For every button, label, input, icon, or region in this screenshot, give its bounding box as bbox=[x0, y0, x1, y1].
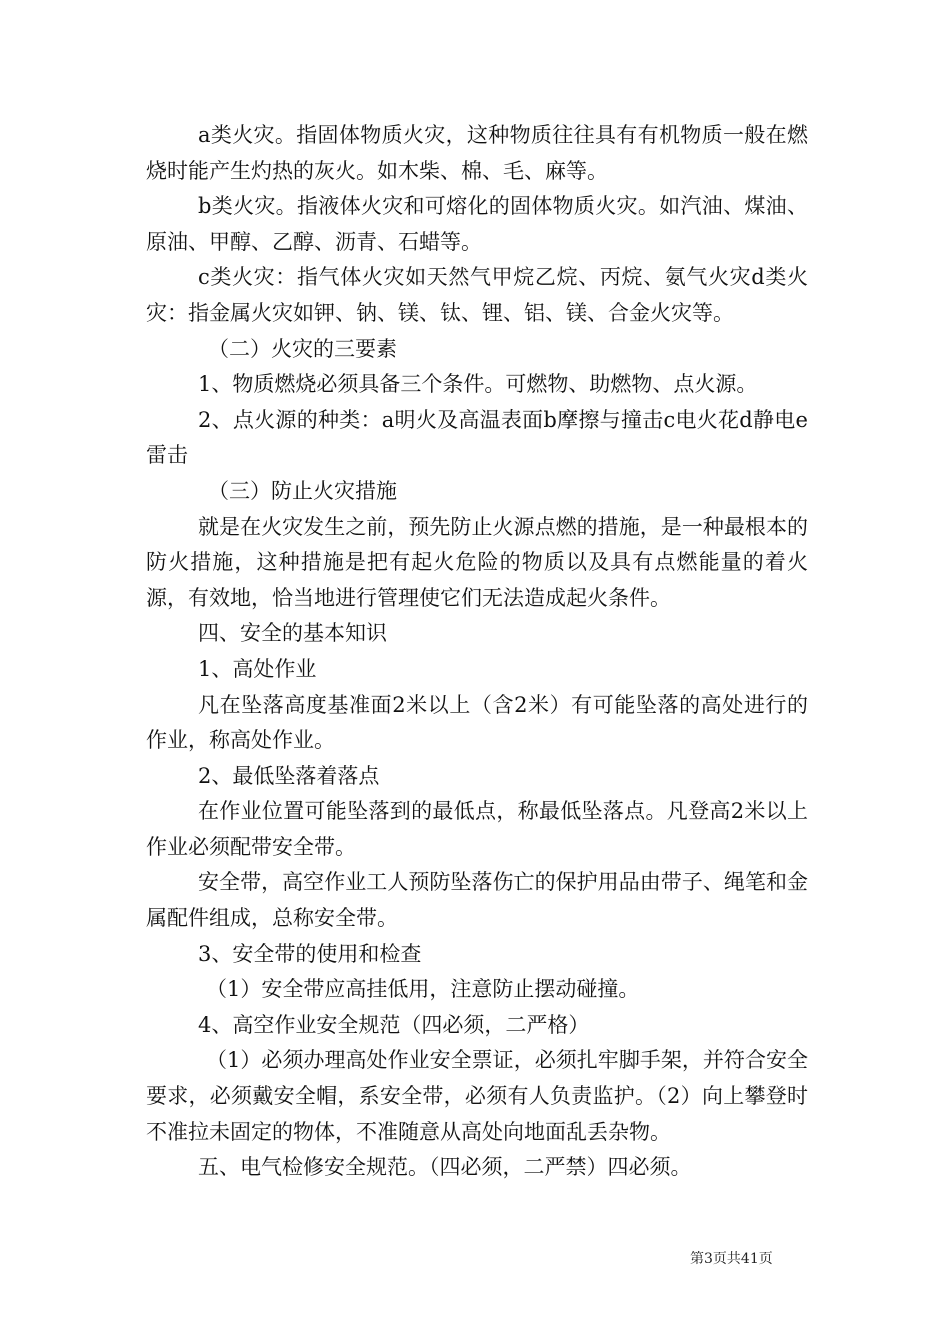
document-body bbox=[146, 118, 808, 1186]
heading-fire-prevention: （三）防止火灾措施 bbox=[208, 478, 397, 503]
heading-electrical-safety: 五、电气检修安全规范。（四必须，二严禁）四必须。 bbox=[198, 1155, 692, 1180]
heading-high-work: 1、高处作业 bbox=[198, 656, 317, 681]
heading-high-work-rules: 4、高空作业安全规范（四必须，二严格） bbox=[198, 1012, 590, 1037]
paragraph-safety-belt-rule-1: （1）安全带应高挂低用，注意防止摆动碰撞。 bbox=[206, 977, 640, 1002]
paragraph-fire-prevention: 就是在火灾发生之前，预先防止火源点燃的措施，是一种最根本的防火措施，这种措施是把有起火危险的物质以及具有点燃能量的着火源，有效地，恰当地进行管理使它们无法造成起火条件。 bbox=[146, 514, 808, 610]
heading-safety-basics: 四、安全的基本知识 bbox=[198, 621, 387, 646]
heading-safety-belt-use: 3、安全带的使用和检查 bbox=[198, 941, 422, 966]
paragraph-fire-class-b: b类火灾。指液体火灾和可熔化的固体物质火灾。如汽油、煤油、原油、甲醇、乙醇、沥青、石蜡等。 bbox=[146, 194, 808, 254]
paragraph-combustion-conditions: 1、物质燃烧必须具备三个条件。可燃物、助燃物、点火源。 bbox=[198, 372, 758, 397]
paragraph-fire-class-a: a类火灾。指固体物质火灾，这种物质往往具有有机物质一般在燃烧时能产生灼热的灰火。如木柴、棉、毛、麻等。 bbox=[146, 123, 808, 183]
paragraph-ignition-sources: 2、点火源的种类：a明火及高温表面b摩擦与撞击c电火花d静电e雷击 bbox=[146, 407, 808, 468]
page-number: 第3页共41页 bbox=[690, 1251, 773, 1267]
paragraph-fire-class-c-d: c类火灾：指气体火灾如天然气甲烷乙烷、丙烷、氨气火灾d类火灾：指金属火灾如钾、钠、镁、钛、锂、铝、镁、合金火灾等。 bbox=[146, 265, 808, 325]
paragraph-safety-belt: 安全带，高空作业工人预防坠落伤亡的保护用品由带子、绳笔和金属配件组成，总称安全带。 bbox=[146, 870, 808, 931]
paragraph-lowest-fall-point: 在作业位置可能坠落到的最低点，称最低坠落点。凡登高2米以上作业必须配带安全带。 bbox=[146, 799, 808, 859]
paragraph-high-work-rules: （1）必须办理高处作业安全票证，必须扎牢脚手架，并符合安全要求，必须戴安全帽，系安全带，必须有人负责监护。（2）向上攀登时不准拉未固定的物体，不准随意从高处向地面乱丢杂物。 bbox=[146, 1048, 808, 1144]
heading-lowest-fall-point: 2、最低坠落着落点 bbox=[198, 763, 380, 788]
paragraph-high-work-definition: 凡在坠落高度基准面2米以上（含2米）有可能坠落的高处进行的作业，称高处作业。 bbox=[146, 692, 808, 753]
heading-fire-three-elements: （二）火灾的三要素 bbox=[208, 336, 397, 361]
